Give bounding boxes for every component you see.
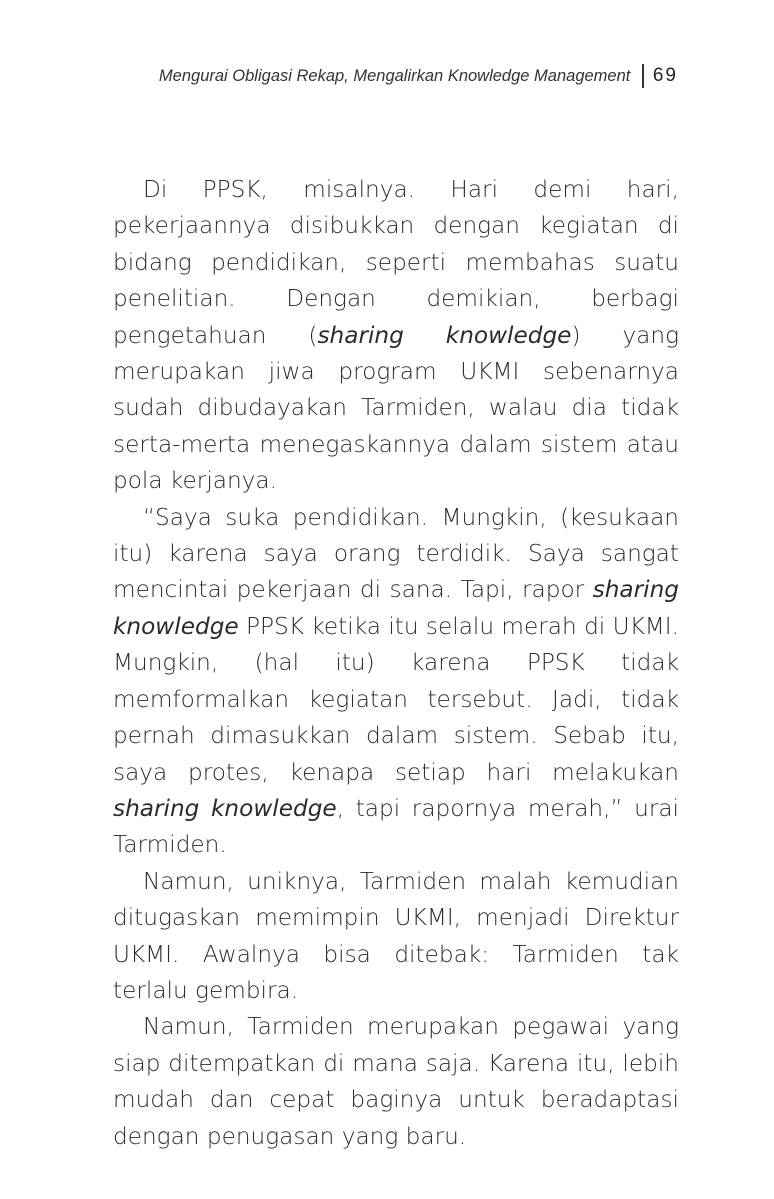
paragraph-text: Namun, Tarmiden merupakan pegawai yang siap ditempatkan di mana saja. Karena itu, lebih mudah dan cepat baginya untuk beradaptasi dengan penugasan yang baru.: [113, 1013, 679, 1150]
paragraph: [113, 172, 679, 500]
paragraph-text: , tapi rapornya merah,” urai Tarmiden.: [113, 794, 679, 859]
page-number: 69: [652, 65, 678, 86]
paragraph-italic-text: sharing knowledge: [113, 794, 337, 822]
body-text: [113, 172, 679, 1155]
paragraph-text: PPSK ketika itu selalu merah di UKMI. Mungkin, (hal itu) karena PPSK tidak memformalkan kegiatan tersebut. Jadi, tidak pernah dimasukkan dalam sistem. Sebab itu, saya protes, kenapa setiap hari melakukan: [113, 612, 680, 786]
paragraph-italic-text: sharing knowledge: [317, 321, 572, 349]
paragraph-text: “Saya suka pendidikan. Mungkin, (kesukaan itu) karena saya orang terdidik. Saya sangat mencintai pekerjaan di sana. Tapi, rapor: [113, 503, 679, 604]
paragraph: [113, 500, 679, 864]
running-title: Mengurai Obligasi Rekap, Mengalirkan Knowledge Management: [158, 66, 631, 85]
paragraph-text: ) yang merupakan jiwa program UKMI sebenarnya sudah dibudayakan Tarmiden, walau dia tidak serta-merta menegaskannya dalam sistem atau pola kerjanya.: [113, 321, 679, 495]
paragraph: [113, 1009, 679, 1155]
page-header: [159, 62, 678, 90]
paragraph: [113, 864, 679, 1010]
paragraph-text: Namun, uniknya, Tarmiden malah kemudian ditugaskan memimpin UKMI, menjadi Direktur UKMI. Awalnya bisa ditebak: Tarmiden tak terlalu gembira.: [113, 867, 679, 1004]
paragraph-italic-text: sharing knowledge: [113, 576, 679, 640]
paragraph-text: Di PPSK, misalnya. Hari demi hari, pekerjaannya disibukkan dengan kegiatan di bidang pendidikan, seperti membahas suatu penelitian. Dengan demikian, berbagi pengetahuan (: [113, 176, 679, 349]
header-divider: [642, 64, 644, 88]
